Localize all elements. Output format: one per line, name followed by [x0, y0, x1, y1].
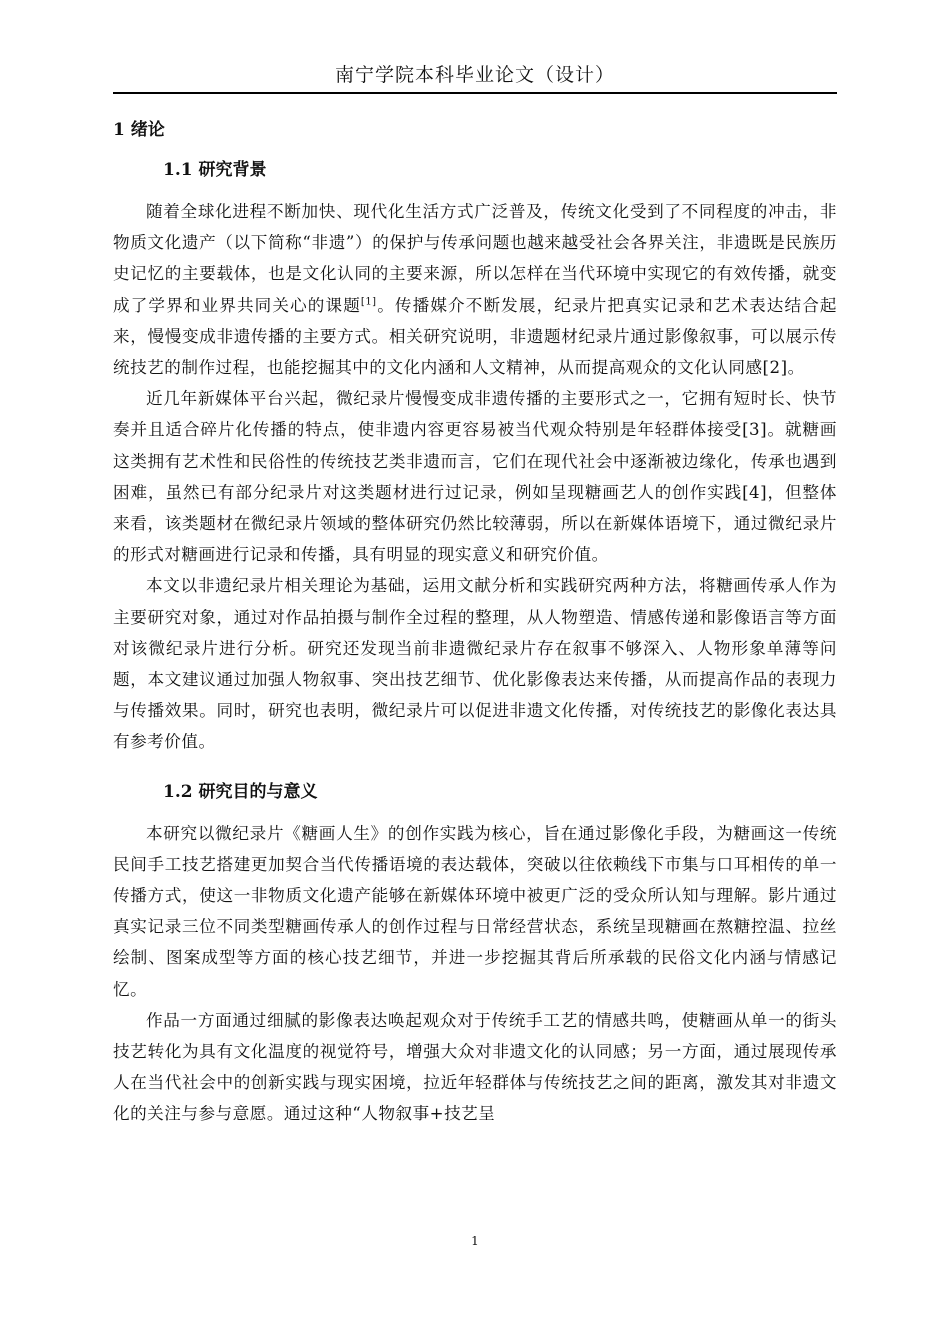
- page-number: 1: [471, 1234, 479, 1248]
- running-header: 南宁学院本科毕业论文（设计）: [334, 64, 615, 86]
- header-rule: [113, 92, 837, 94]
- paragraph: 作品一方面通过细腻的影像表达唤起观众对于传统手工艺的情感共鸣，使糖画从单一的街头技艺转化为具有文化温度的视觉符号，增强大众对非遗文化的认同感；另一方面，通过展现传承人在当代社会中的创新实践与现实困境，拉近年轻群体与传统技艺之间的距离，激发其对非遗文化的关注与参与意愿。通过这种“人物叙事+技艺呈: [113, 1010, 837, 1124]
- chapter-heading: 1 绪论: [113, 120, 165, 140]
- paragraph-text: 随着全球化进程不断加快、现代化生活方式广泛普及，传统文化受到了不同程度的冲击，非物质文化遗产（以下简称“非遗”）的保护与传承问题也越来越受社会各界关注，非遗既是民族历史记忆的主要载体，也是文化认同的主要来源，所以怎样在当代环境中实现它的有效传播，就变成了学界和业界共同关心的课题: [113, 202, 837, 315]
- page-body: [113, 112, 837, 1130]
- paragraph: 近几年新媒体平台兴起，微纪录片慢慢变成非遗传播的主要形式之一，它拥有短时长、快节奏并且适合碎片化传播的特点，使非遗内容更容易被当代观众特别是年轻群体接受[3]。就糖画这类拥有艺术性和民俗性的传统技艺类非遗而言，它们在现代社会中逐渐被边缘化，传承也遇到困难，虽然已有部分纪录片对这类题材进行过记录，例如呈现糖画艺人的创作实践[4]，但整体来看，该类题材在微纪录片领域的整体研究仍然比较薄弱，所以在新媒体语境下，通过微纪录片的形式对糖画进行记录和传播，具有明显的现实意义和研究价值。: [113, 389, 837, 565]
- paragraph: 本研究以微纪录片《糖画人生》的创作实践为核心，旨在通过影像化手段，为糖画这一传统民间手工技艺搭建更加契合当代传播语境的表达载体，突破以往依赖线下市集与口耳相传的单一传播方式，使这一非物质文化遗产能够在新媒体环境中被更广泛的受众所认知与理解。影片通过真实记录三位不同类型糖画传承人的创作过程与日常经营状态，系统呈现糖画在熬糖控温、拉丝绘制、图案成型等方面的核心技艺细节，并进一步挖掘其背后所承载的民俗文化内涵与情感记忆。: [113, 823, 837, 999]
- paragraph: 本文以非遗纪录片相关理论为基础，运用文献分析和实践研究两种方法，将糖画传承人作为主要研究对象，通过对作品拍摄与制作全过程的整理，从人物塑造、情感传递和影像语言等方面对该微纪录片进行分析。研究还发现当前非遗微纪录片存在叙事不够深入、人物形象单薄等问题，本文建议通过加强人物叙事、突出技艺细节、优化影像表达来传播，从而提高作品的表现力与传播效果。同时，研究也表明，微纪录片可以促进非遗文化传播，对传统技艺的影像化表达具有参考价值。: [113, 576, 837, 752]
- paragraph-text: 。传播媒介不断发展，纪录片把真实记录和艺术表达结合起来，慢慢变成非遗传播的主要方式。相关研究说明，非遗题材纪录片通过影像叙事，可以展示传统技艺的制作过程，也能挖掘其中的文化内涵和人文精神，从而提高观众的文化认同感[2]。: [113, 295, 838, 378]
- section-heading-purpose: 1.2 研究目的与意义: [163, 781, 318, 802]
- citation-marker: [1]: [360, 296, 377, 308]
- section-heading-background: 1.1 研究背景: [163, 160, 267, 180]
- paragraph: [113, 196, 837, 383]
